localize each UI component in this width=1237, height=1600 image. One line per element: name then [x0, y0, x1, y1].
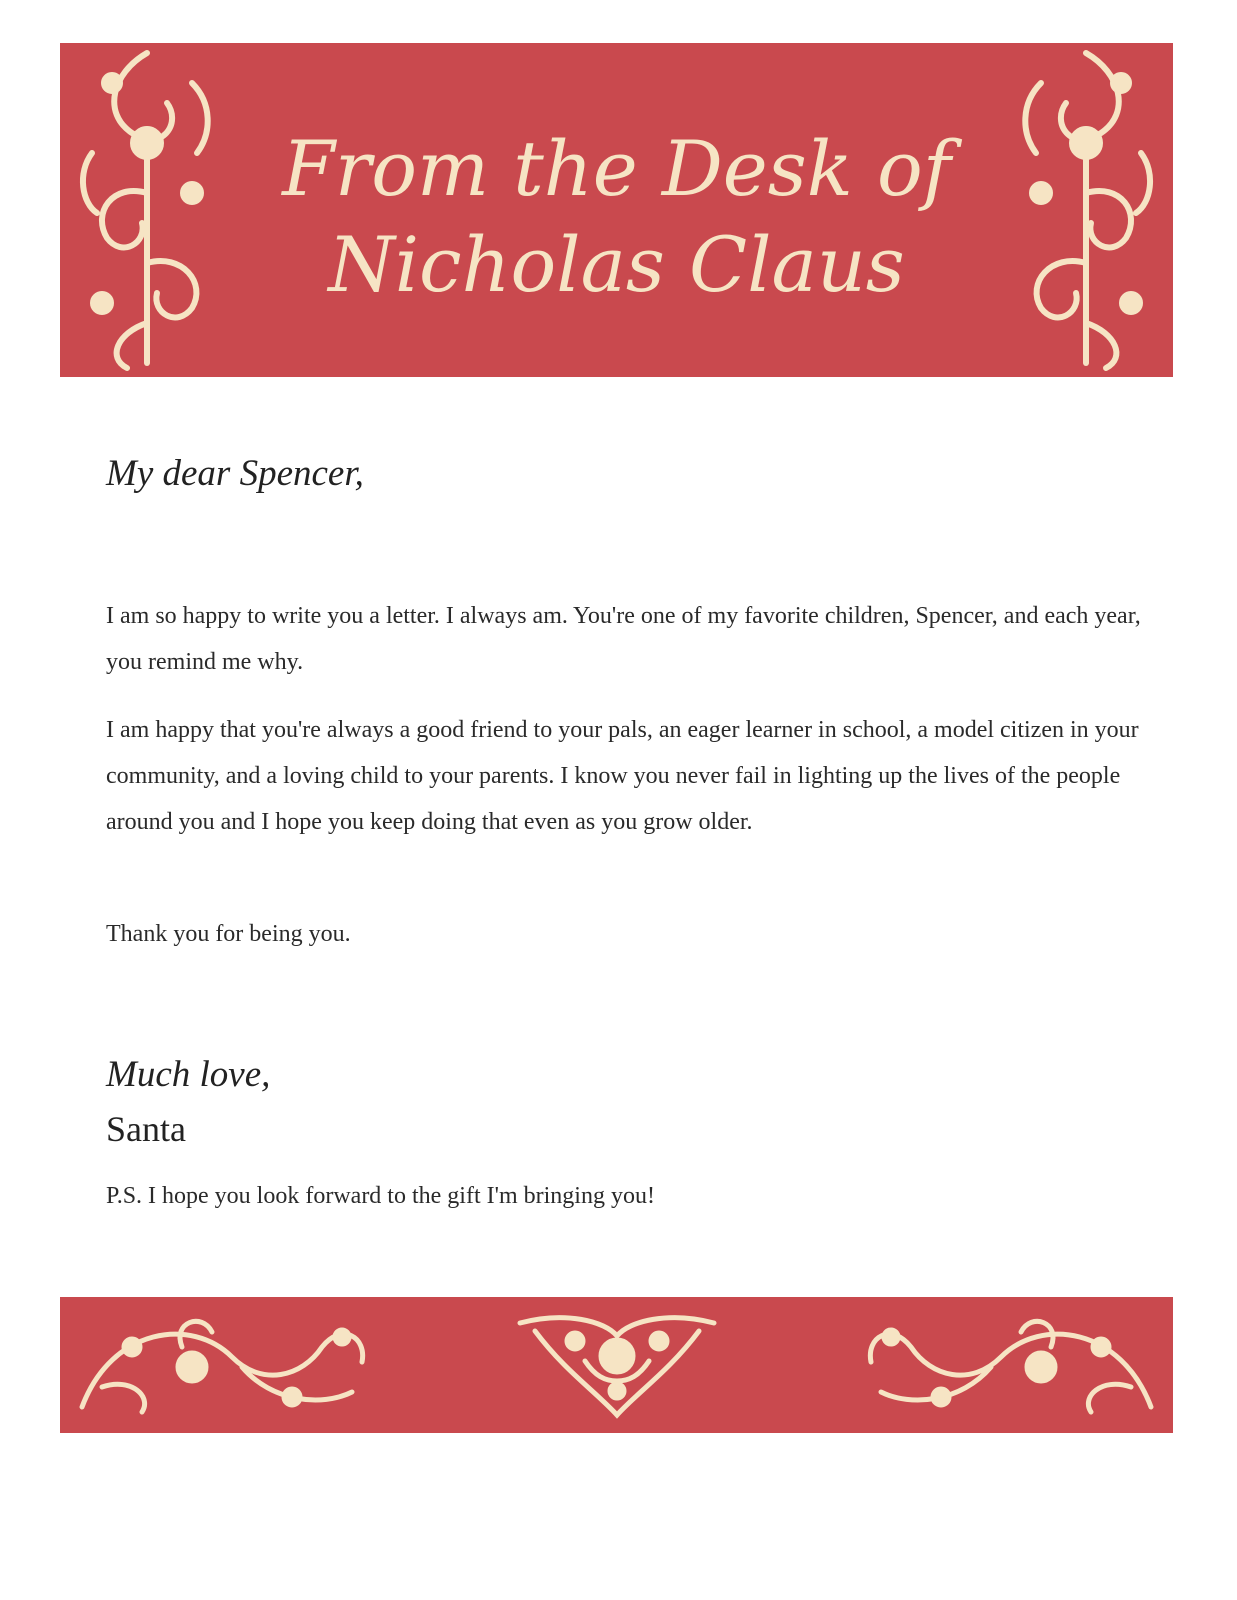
- floral-ornament-left-icon: [72, 43, 222, 377]
- title-line-1: From the Desk of: [282, 124, 951, 213]
- header-banner: [60, 43, 1173, 377]
- paragraph-3: Thank you for being you.: [106, 921, 351, 947]
- floral-corner-right-icon: [861, 1307, 1161, 1423]
- paragraph-2: I am happy that you're always a good friend to your pals, an eager learner in school, a model citizen in your community, and a loving child to your parents. I know you never fail in lighting up the lives of the people around you and I hope you keep doing that even as you grow older.: [106, 717, 1139, 835]
- footer-banner: [60, 1297, 1173, 1433]
- greeting: My dear Spencer,: [106, 453, 364, 494]
- postscript: P.S. I hope you look forward to the gift I'm bringing you!: [106, 1183, 655, 1209]
- floral-corner-left-icon: [72, 1307, 372, 1423]
- signature: Santa: [106, 1109, 186, 1149]
- letterhead-title: [240, 121, 993, 313]
- floral-ornament-right-icon: [1011, 43, 1161, 377]
- title-line-2: Nicholas Claus: [328, 220, 905, 309]
- closing: Much love,: [106, 1054, 271, 1095]
- floral-medallion-icon: [515, 1311, 719, 1419]
- paragraph-1: I am so happy to write you a letter. I always am. You're one of my favorite children, Spencer, and each year, you remind me why.: [106, 603, 1141, 675]
